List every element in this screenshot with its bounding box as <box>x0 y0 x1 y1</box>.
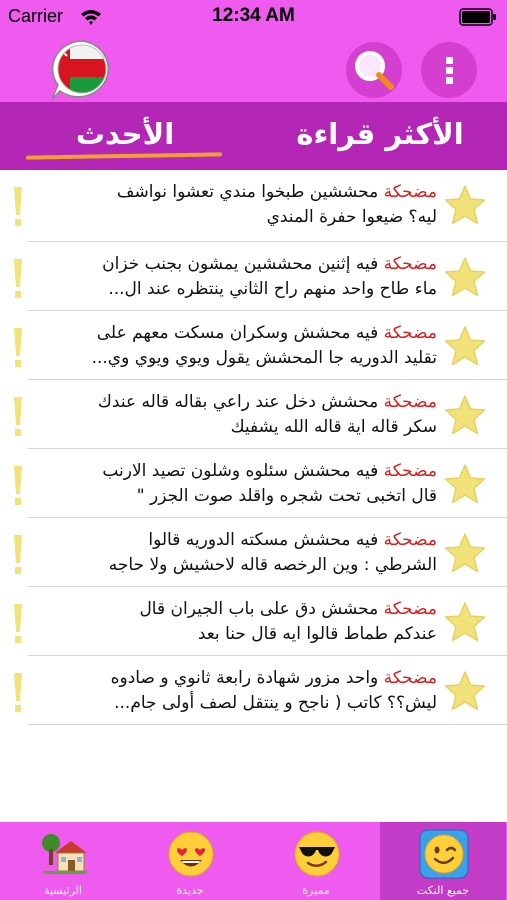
exclamation-icon <box>12 604 24 644</box>
joke-line-2: ليش؟؟ كاتب ( ناجح و ينتقل لصف أولى جام... <box>114 693 437 713</box>
joke-list-item[interactable] <box>28 518 507 587</box>
nav-new-label: جديدة <box>176 884 204 897</box>
exclamation-icon <box>12 466 24 506</box>
joke-text <box>37 459 437 509</box>
joke-line-1-text: واحد مزور شهادة رابعة ثانوي و صادوه <box>110 668 379 688</box>
star-favorite-icon[interactable] <box>443 184 487 226</box>
joke-list-item[interactable] <box>28 380 507 449</box>
nav-featured[interactable] <box>253 822 379 900</box>
joke-line-2: ليه؟ ضيعوا حفرة المندي <box>266 207 437 227</box>
battery-icon <box>459 8 497 26</box>
joke-text <box>37 597 437 647</box>
tab-newest[interactable]: الأحدث <box>75 117 175 151</box>
joke-line-2: سكر قاله اية قاله الله يشفيك <box>230 417 437 437</box>
joke-line-1 <box>37 666 437 691</box>
joke-line-1-text: محشش دق على باب الجيران قال <box>139 599 379 619</box>
joke-list-item[interactable] <box>28 656 507 725</box>
wink-emoji-icon <box>419 829 469 879</box>
star-favorite-icon[interactable] <box>443 532 487 574</box>
joke-category-tag: مضحكة <box>383 392 437 412</box>
joke-category-tag: مضحكة <box>383 599 437 619</box>
joke-text <box>37 321 437 371</box>
tab-bar <box>0 102 507 170</box>
house-icon <box>39 829 89 879</box>
joke-list-item[interactable] <box>28 449 507 518</box>
carrier-label: Carrier <box>8 6 64 26</box>
menu-dot-icon <box>446 57 453 64</box>
joke-line-1 <box>37 180 437 205</box>
joke-line-2: الشرطي : وين الرخصه قاله لاحشيش ولا حاجه <box>108 555 437 575</box>
joke-line-1 <box>37 528 437 553</box>
joke-line-2: تقليد الدوريه جا المحشش يقول ويوي ويوي وي... <box>91 348 437 368</box>
joke-line-1-text: فيه إثنين محششين يمشون بجنب خزان <box>102 254 379 274</box>
nav-all-jokes[interactable] <box>380 822 506 900</box>
joke-category-tag: مضحكة <box>383 323 437 343</box>
sunglasses-emoji-icon <box>292 829 342 879</box>
star-favorite-icon[interactable] <box>443 463 487 505</box>
nav-new[interactable] <box>127 822 253 900</box>
heart-eyes-emoji-icon <box>166 829 216 879</box>
menu-dot-icon <box>446 77 453 84</box>
joke-list-item[interactable] <box>28 587 507 656</box>
joke-category-tag: مضحكة <box>383 668 437 688</box>
joke-text <box>37 252 437 302</box>
joke-category-tag: مضحكة <box>383 254 437 274</box>
joke-line-1-text: محشش دخل عند راعي بقاله قاله عندك <box>97 392 379 412</box>
joke-line-1 <box>37 459 437 484</box>
top-bar <box>0 34 507 102</box>
joke-text <box>37 180 437 230</box>
joke-list-item[interactable] <box>28 170 507 242</box>
joke-list-item[interactable] <box>28 311 507 380</box>
joke-line-1 <box>37 390 437 415</box>
menu-dot-icon <box>446 67 453 74</box>
joke-text <box>37 390 437 440</box>
tab-most-read[interactable]: الأكثر قراءة <box>296 117 464 151</box>
exclamation-icon <box>12 535 24 575</box>
joke-line-1-text: محششين طبخوا مندي تعشوا نواشف <box>116 182 379 202</box>
exclamation-icon <box>12 673 24 713</box>
joke-line-1-text: فيه محشش وسكران مسكت معهم على <box>96 323 379 343</box>
star-favorite-icon[interactable] <box>443 325 487 367</box>
joke-line-1-text: فيه محشش سئلوه وشلون تصيد الارنب <box>102 461 379 481</box>
exclamation-icon <box>12 259 24 299</box>
status-time: 12:34 AM <box>212 5 295 26</box>
more-menu-button[interactable] <box>421 42 477 98</box>
joke-line-1 <box>37 597 437 622</box>
star-favorite-icon[interactable] <box>443 394 487 436</box>
nav-home[interactable] <box>0 822 126 900</box>
exclamation-icon <box>12 328 24 368</box>
joke-category-tag: مضحكة <box>383 182 437 202</box>
joke-list-item[interactable] <box>28 242 507 311</box>
search-icon <box>346 42 402 98</box>
status-bar <box>0 0 507 34</box>
star-favorite-icon[interactable] <box>443 601 487 643</box>
nav-featured-label: مميزة <box>302 884 330 897</box>
joke-category-tag: مضحكة <box>383 530 437 550</box>
joke-line-1 <box>37 252 437 277</box>
exclamation-icon <box>12 187 24 227</box>
joke-text <box>37 666 437 716</box>
joke-line-1 <box>37 321 437 346</box>
joke-line-1-text: فيه محشش مسكته الدوريه قالوا <box>148 530 379 550</box>
joke-line-2: قال اتخبى تحت شجره واقلد صوت الجزر " <box>136 486 437 506</box>
joke-line-2: ماء طاح واحد منهم راح الثاني ينتظره عند ال... <box>108 279 437 299</box>
search-button[interactable] <box>346 42 402 98</box>
star-favorite-icon[interactable] <box>443 670 487 712</box>
joke-line-2: عندكم طماط قالوا ايه قال حنا بعد <box>197 624 437 644</box>
nav-all-jokes-label: جميع النكت <box>416 884 470 897</box>
nav-home-label: الرئيسية <box>44 884 82 897</box>
joke-text <box>37 528 437 578</box>
exclamation-icon <box>12 397 24 437</box>
oman-flag-logo-icon[interactable] <box>46 39 118 101</box>
joke-category-tag: مضحكة <box>383 461 437 481</box>
bottom-nav <box>0 822 507 900</box>
jokes-list[interactable] <box>0 170 507 725</box>
star-favorite-icon[interactable] <box>443 256 487 298</box>
